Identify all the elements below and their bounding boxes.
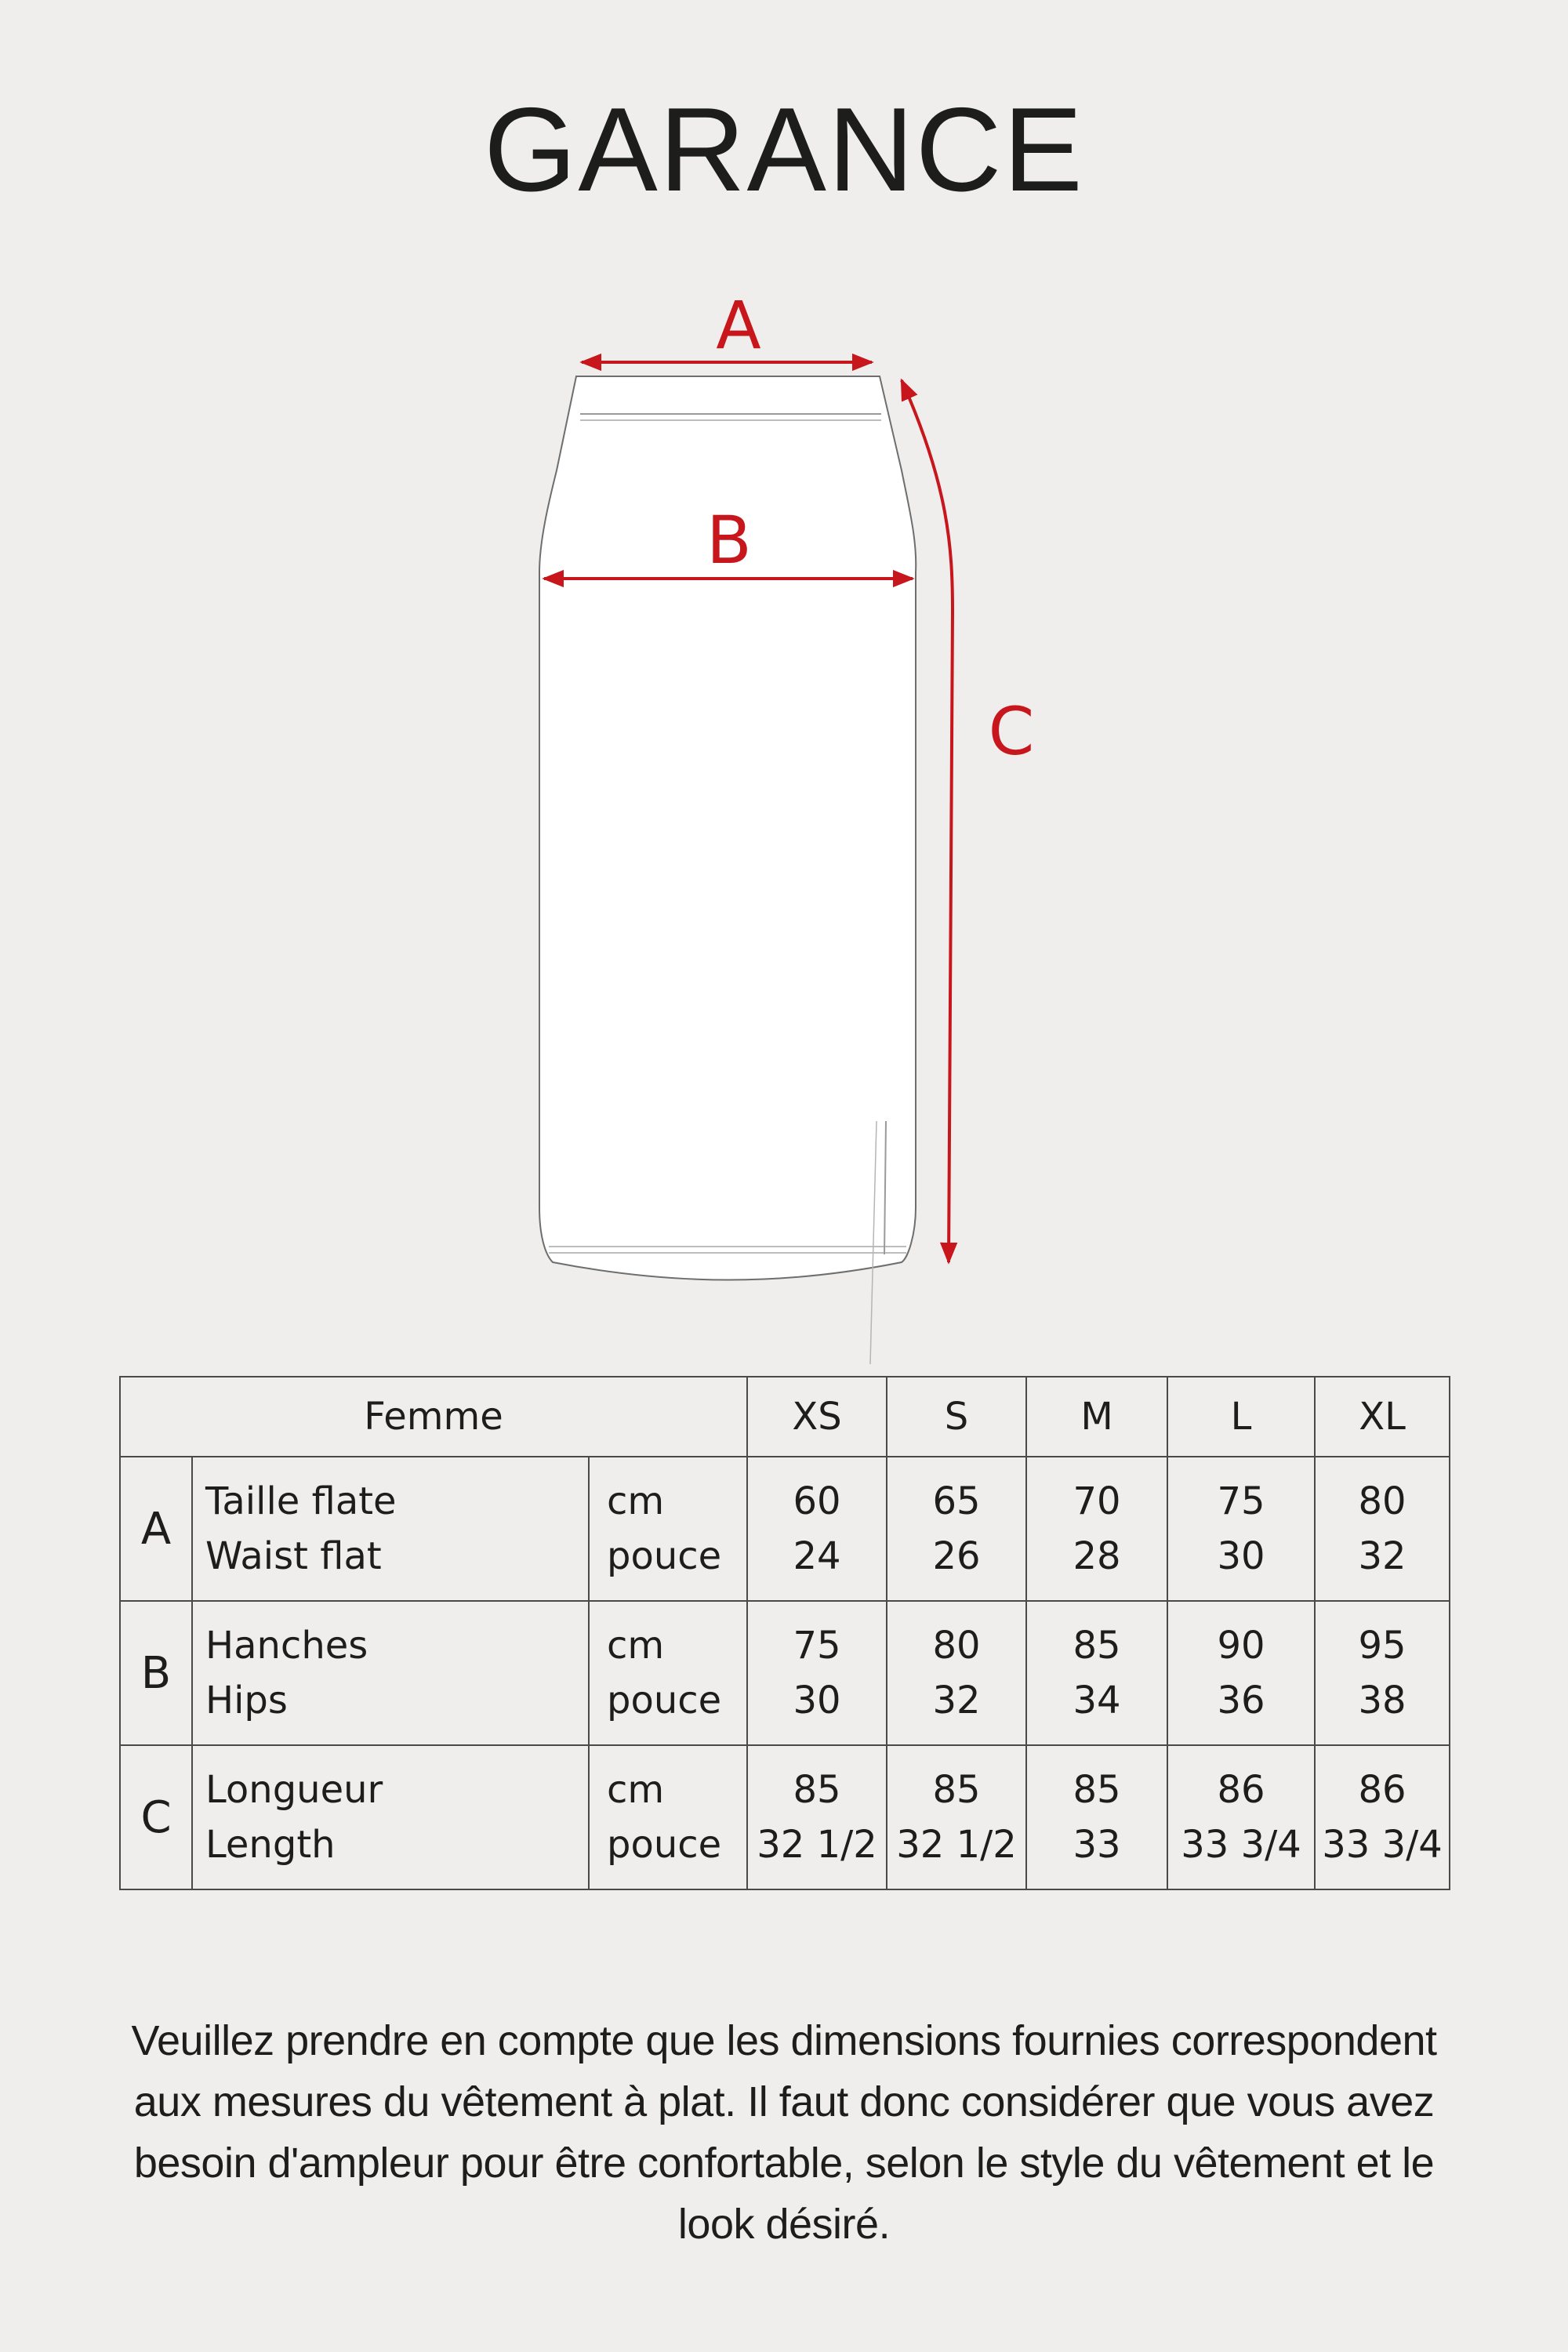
value-cm: 65 — [932, 1479, 981, 1523]
value-cm: 85 — [932, 1768, 981, 1812]
value-cm: 95 — [1358, 1624, 1406, 1668]
size-header: M — [1026, 1377, 1167, 1457]
value-cm: 70 — [1073, 1479, 1121, 1523]
dimension-c-label: C — [988, 693, 1035, 770]
value-inch: 30 — [793, 1679, 841, 1722]
table-cell — [1315, 1745, 1450, 1889]
row-letter: B — [120, 1601, 192, 1745]
units — [589, 1601, 747, 1745]
value-inch: 36 — [1217, 1679, 1265, 1722]
table-row — [120, 1457, 1450, 1601]
value-cm: 86 — [1217, 1768, 1265, 1812]
value-inch: 38 — [1358, 1679, 1406, 1722]
sizing-note: Veuillez prendre en compte que les dimensions fournies correspondent aux mesures du vêtement à plat. Il faut donc considérer que vous avez besoin d'ampleur pour être confortable, selon le style du vêtement et le look désiré. — [131, 2017, 1437, 2248]
table-cell — [1167, 1745, 1315, 1889]
measure-name-en: Waist flat — [205, 1534, 382, 1578]
value-inch: 32 — [1358, 1534, 1406, 1578]
value-cm: 75 — [1217, 1479, 1265, 1523]
measure-name-fr: Taille flate — [205, 1479, 397, 1523]
table-cell — [747, 1457, 887, 1601]
table-cell — [1315, 1457, 1450, 1601]
unit-cm: cm — [607, 1768, 665, 1812]
value-inch: 32 1/2 — [757, 1823, 877, 1867]
value-inch: 32 — [932, 1679, 981, 1722]
table-row — [120, 1745, 1450, 1889]
value-inch: 24 — [793, 1534, 841, 1578]
table-cell — [1167, 1601, 1315, 1745]
value-inch: 28 — [1073, 1534, 1121, 1578]
value-inch: 33 3/4 — [1322, 1823, 1443, 1867]
size-table — [119, 1376, 1450, 1890]
table-row — [120, 1601, 1450, 1745]
table-cell — [1026, 1457, 1167, 1601]
page-title: GARANCE — [484, 83, 1084, 216]
measure-names — [192, 1745, 589, 1889]
value-inch: 33 — [1073, 1823, 1121, 1867]
value-inch: 32 1/2 — [896, 1823, 1017, 1867]
unit-inch: pouce — [607, 1823, 722, 1867]
value-cm: 90 — [1217, 1624, 1265, 1668]
measure-names — [192, 1457, 589, 1601]
row-letter: C — [120, 1745, 192, 1889]
size-header: XL — [1315, 1377, 1450, 1457]
value-inch: 30 — [1217, 1534, 1265, 1578]
row-letter: A — [120, 1457, 192, 1601]
table-cell — [1026, 1601, 1167, 1745]
size-header: XS — [747, 1377, 887, 1457]
value-inch: 33 3/4 — [1181, 1823, 1301, 1867]
unit-inch: pouce — [607, 1679, 722, 1722]
unit-inch: pouce — [607, 1534, 722, 1578]
value-cm: 85 — [1073, 1624, 1121, 1668]
unit-cm: cm — [607, 1479, 665, 1523]
value-cm: 75 — [793, 1624, 841, 1668]
table-cell — [1026, 1745, 1167, 1889]
unit-cm: cm — [607, 1624, 665, 1668]
measure-name-en: Hips — [205, 1679, 288, 1722]
measure-name-fr: Longueur — [205, 1768, 383, 1812]
measure-name-fr: Hanches — [205, 1624, 368, 1668]
table-cell — [1315, 1601, 1450, 1745]
table-cell — [747, 1745, 887, 1889]
size-header: L — [1167, 1377, 1315, 1457]
value-cm: 86 — [1358, 1768, 1406, 1812]
value-inch: 26 — [932, 1534, 981, 1578]
table-cell — [1167, 1457, 1315, 1601]
size-header: S — [887, 1377, 1026, 1457]
units — [589, 1457, 747, 1601]
measure-name-en: Length — [205, 1823, 336, 1867]
measure-names — [192, 1601, 589, 1745]
value-cm: 85 — [793, 1768, 841, 1812]
value-cm: 80 — [932, 1624, 981, 1668]
gender-header: Femme — [120, 1377, 747, 1457]
value-cm: 80 — [1358, 1479, 1406, 1523]
table-cell — [887, 1745, 1026, 1889]
dimension-b-label: B — [706, 502, 752, 579]
value-cm: 85 — [1073, 1768, 1121, 1812]
value-inch: 34 — [1073, 1679, 1121, 1722]
table-cell — [887, 1457, 1026, 1601]
dimension-a-label: A — [716, 287, 761, 364]
table-header-row — [120, 1377, 1450, 1457]
table-cell — [887, 1601, 1026, 1745]
units — [589, 1745, 747, 1889]
table-cell — [747, 1601, 887, 1745]
value-cm: 60 — [793, 1479, 841, 1523]
